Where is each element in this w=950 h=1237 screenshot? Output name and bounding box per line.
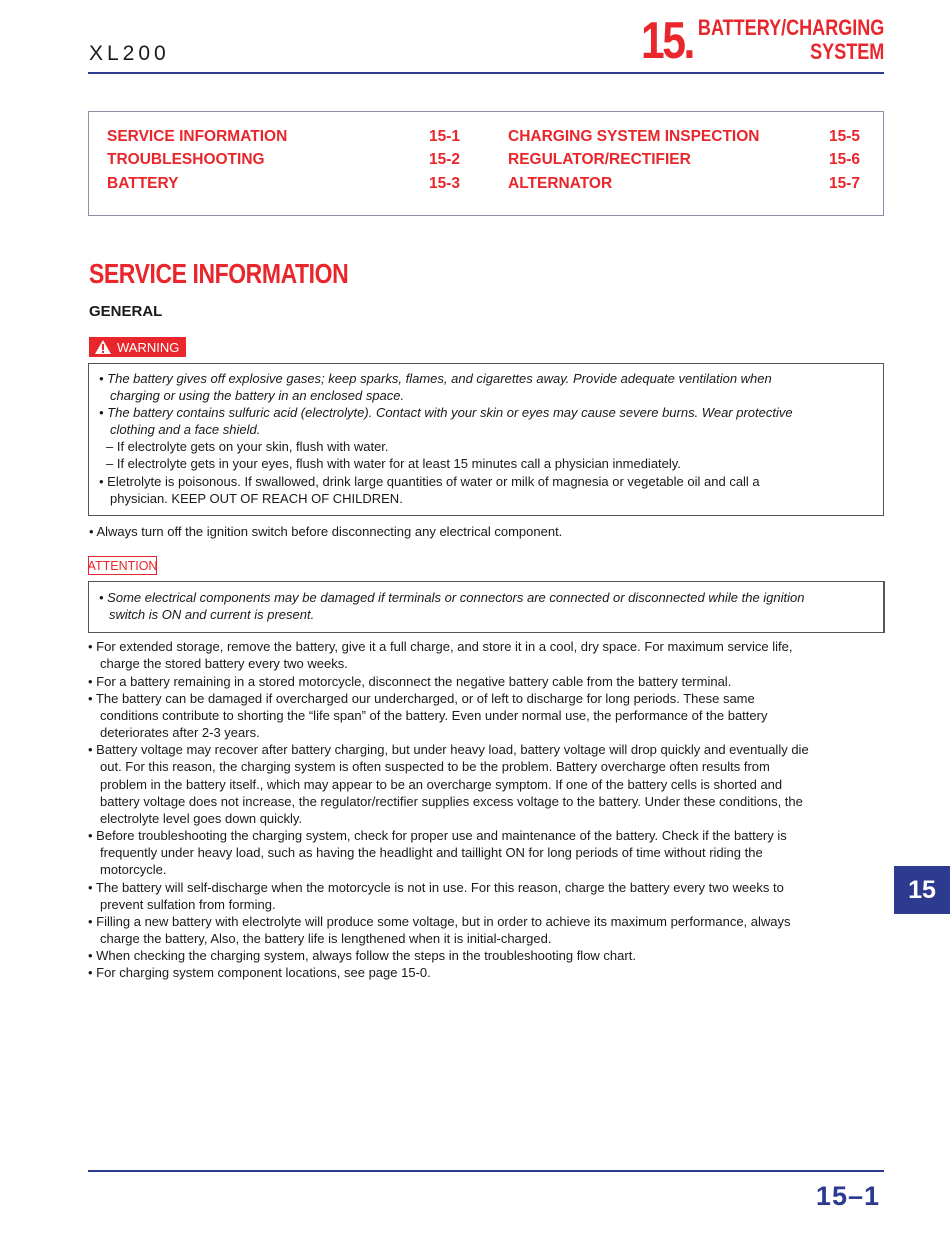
body-line: charge the stored battery every two weeks.: [100, 656, 348, 671]
chapter-number: 15.: [641, 12, 693, 70]
body-line: • The battery can be damaged if overcharged our undercharged, or of left to discharge for long periods. These same: [88, 691, 755, 706]
section-title: SERVICE INFORMATION: [89, 258, 349, 289]
body-line: problem in the battery itself., which may appear to be an overcharge symptom. If one of the battery cells is shorted and: [100, 777, 783, 792]
attention-label: ATTENTION: [88, 556, 157, 575]
body-line: • Battery voltage may recover after battery charging, but under heavy load, battery voltage will drop quickly and eventually die: [88, 742, 809, 757]
footer-rule: [88, 1170, 884, 1172]
toc-label-troubleshooting[interactable]: TROUBLESHOOTING: [107, 151, 265, 168]
warning-label: [89, 337, 186, 357]
ignition-note: • Always turn off the ignition switch before disconnecting any electrical component.: [89, 524, 563, 539]
toc-page-service-information[interactable]: 15-1: [429, 128, 461, 145]
body-line: charge the battery, Also, the battery life is lengthened when it is initial-charged.: [100, 931, 552, 946]
body-line: deteriorates after 2-3 years.: [100, 725, 260, 740]
warning-line: – If electrolyte gets on your skin, flush with water.: [106, 439, 389, 454]
body-line: electrolyte level goes down quickly.: [100, 811, 303, 826]
warning-box: [88, 363, 884, 516]
chapter-title-line2: SYSTEM: [809, 39, 884, 64]
header-rule: [88, 72, 884, 74]
toc-label-regulator-rectifier[interactable]: REGULATOR/RECTIFIER: [508, 151, 691, 168]
warning-line: – If electrolyte gets in your eyes, flush with water for at least 15 minutes call a physician inmediately.: [106, 456, 681, 471]
body-line: • For extended storage, remove the battery, give it a full charge, and store it in a cool, dry space. For maximum service life,: [88, 639, 793, 654]
toc-page-charging-system-inspection[interactable]: 15-5: [829, 128, 861, 145]
body-line: • For a battery remaining in a stored motorcycle, disconnect the negative battery cable from the battery terminal.: [88, 674, 732, 689]
body-line: conditions contribute to shorting the “life span” of the battery. Even under normal use, the performance of the battery: [100, 708, 768, 723]
warning-line: physician. KEEP OUT OF REACH OF CHILDREN.: [110, 491, 403, 506]
toc-label-alternator[interactable]: ALTERNATOR: [508, 175, 613, 192]
chapter-title: [698, 16, 884, 64]
toc-label-charging-system-inspection[interactable]: CHARGING SYSTEM INSPECTION: [508, 128, 760, 145]
table-of-contents: [88, 111, 884, 216]
body-line: • When checking the charging system, always follow the steps in the troubleshooting flow chart.: [88, 948, 636, 963]
attention-line: switch is ON and current is present.: [109, 607, 315, 622]
warning-line: • The battery contains sulfuric acid (electrolyte). Contact with your skin or eyes may cause severe burns. Wear protective: [99, 405, 793, 420]
toc-label-battery[interactable]: BATTERY: [107, 175, 179, 192]
attention-box: [88, 581, 885, 633]
body-line: battery voltage does not increase, the regulator/rectifier supplies excess voltage to the battery. Under these conditions, the: [100, 794, 803, 809]
warning-line: • Eletrolyte is poisonous. If swallowed, drink large quantities of water or milk of magnesia or vegetable oil and call a: [99, 474, 760, 489]
toc-page-battery[interactable]: 15-3: [429, 175, 461, 192]
chapter-side-tab: 15: [894, 866, 950, 914]
page-number: 15–1: [815, 1181, 880, 1211]
body-line: • The battery will self-discharge when the motorcycle is not in use. For this reason, charge the battery every two weeks to: [88, 880, 784, 895]
toc-page-troubleshooting[interactable]: 15-2: [429, 151, 461, 168]
chapter-title-line1: BATTERY/CHARGING: [697, 15, 884, 40]
body-line: prevent sulfation from forming.: [100, 897, 276, 912]
warning-line: charging or using the battery in an enclosed space.: [110, 388, 405, 403]
toc-page-alternator[interactable]: 15-7: [829, 175, 861, 192]
body-line: • For charging system component locations, see page 15-0.: [88, 965, 431, 980]
warning-line: • The battery gives off explosive gases; keep sparks, flames, and cigarettes away. Provide adequate ventilation when: [99, 371, 772, 386]
body-line: • Filling a new battery with electrolyte will produce some voltage, but in order to achieve its maximum performance, always: [88, 914, 791, 929]
body-line: out. For this reason, the charging system is often suspected to be the problem. Battery overcharge often results from: [100, 759, 770, 774]
toc-page-regulator-rectifier[interactable]: 15-6: [829, 151, 861, 168]
warning-triangle-icon: [94, 339, 112, 355]
attention-line: • Some electrical components may be damaged if terminals or connectors are connected or disconnected while the ignition: [99, 590, 805, 605]
toc-label-service-information[interactable]: SERVICE INFORMATION: [107, 128, 288, 145]
warning-line: clothing and a face shield.: [110, 422, 261, 437]
model-name: XL200: [89, 42, 170, 65]
subsection-title: GENERAL: [89, 303, 163, 320]
body-line: motorcycle.: [100, 862, 167, 877]
body-line: frequently under heavy load, such as having the headlight and taillight ON for long periods of time without riding the: [100, 845, 763, 860]
warning-label-text: WARNING: [117, 339, 180, 355]
body-line: • Before troubleshooting the charging system, check for proper use and maintenance of the battery. Check if the battery is: [88, 828, 787, 843]
